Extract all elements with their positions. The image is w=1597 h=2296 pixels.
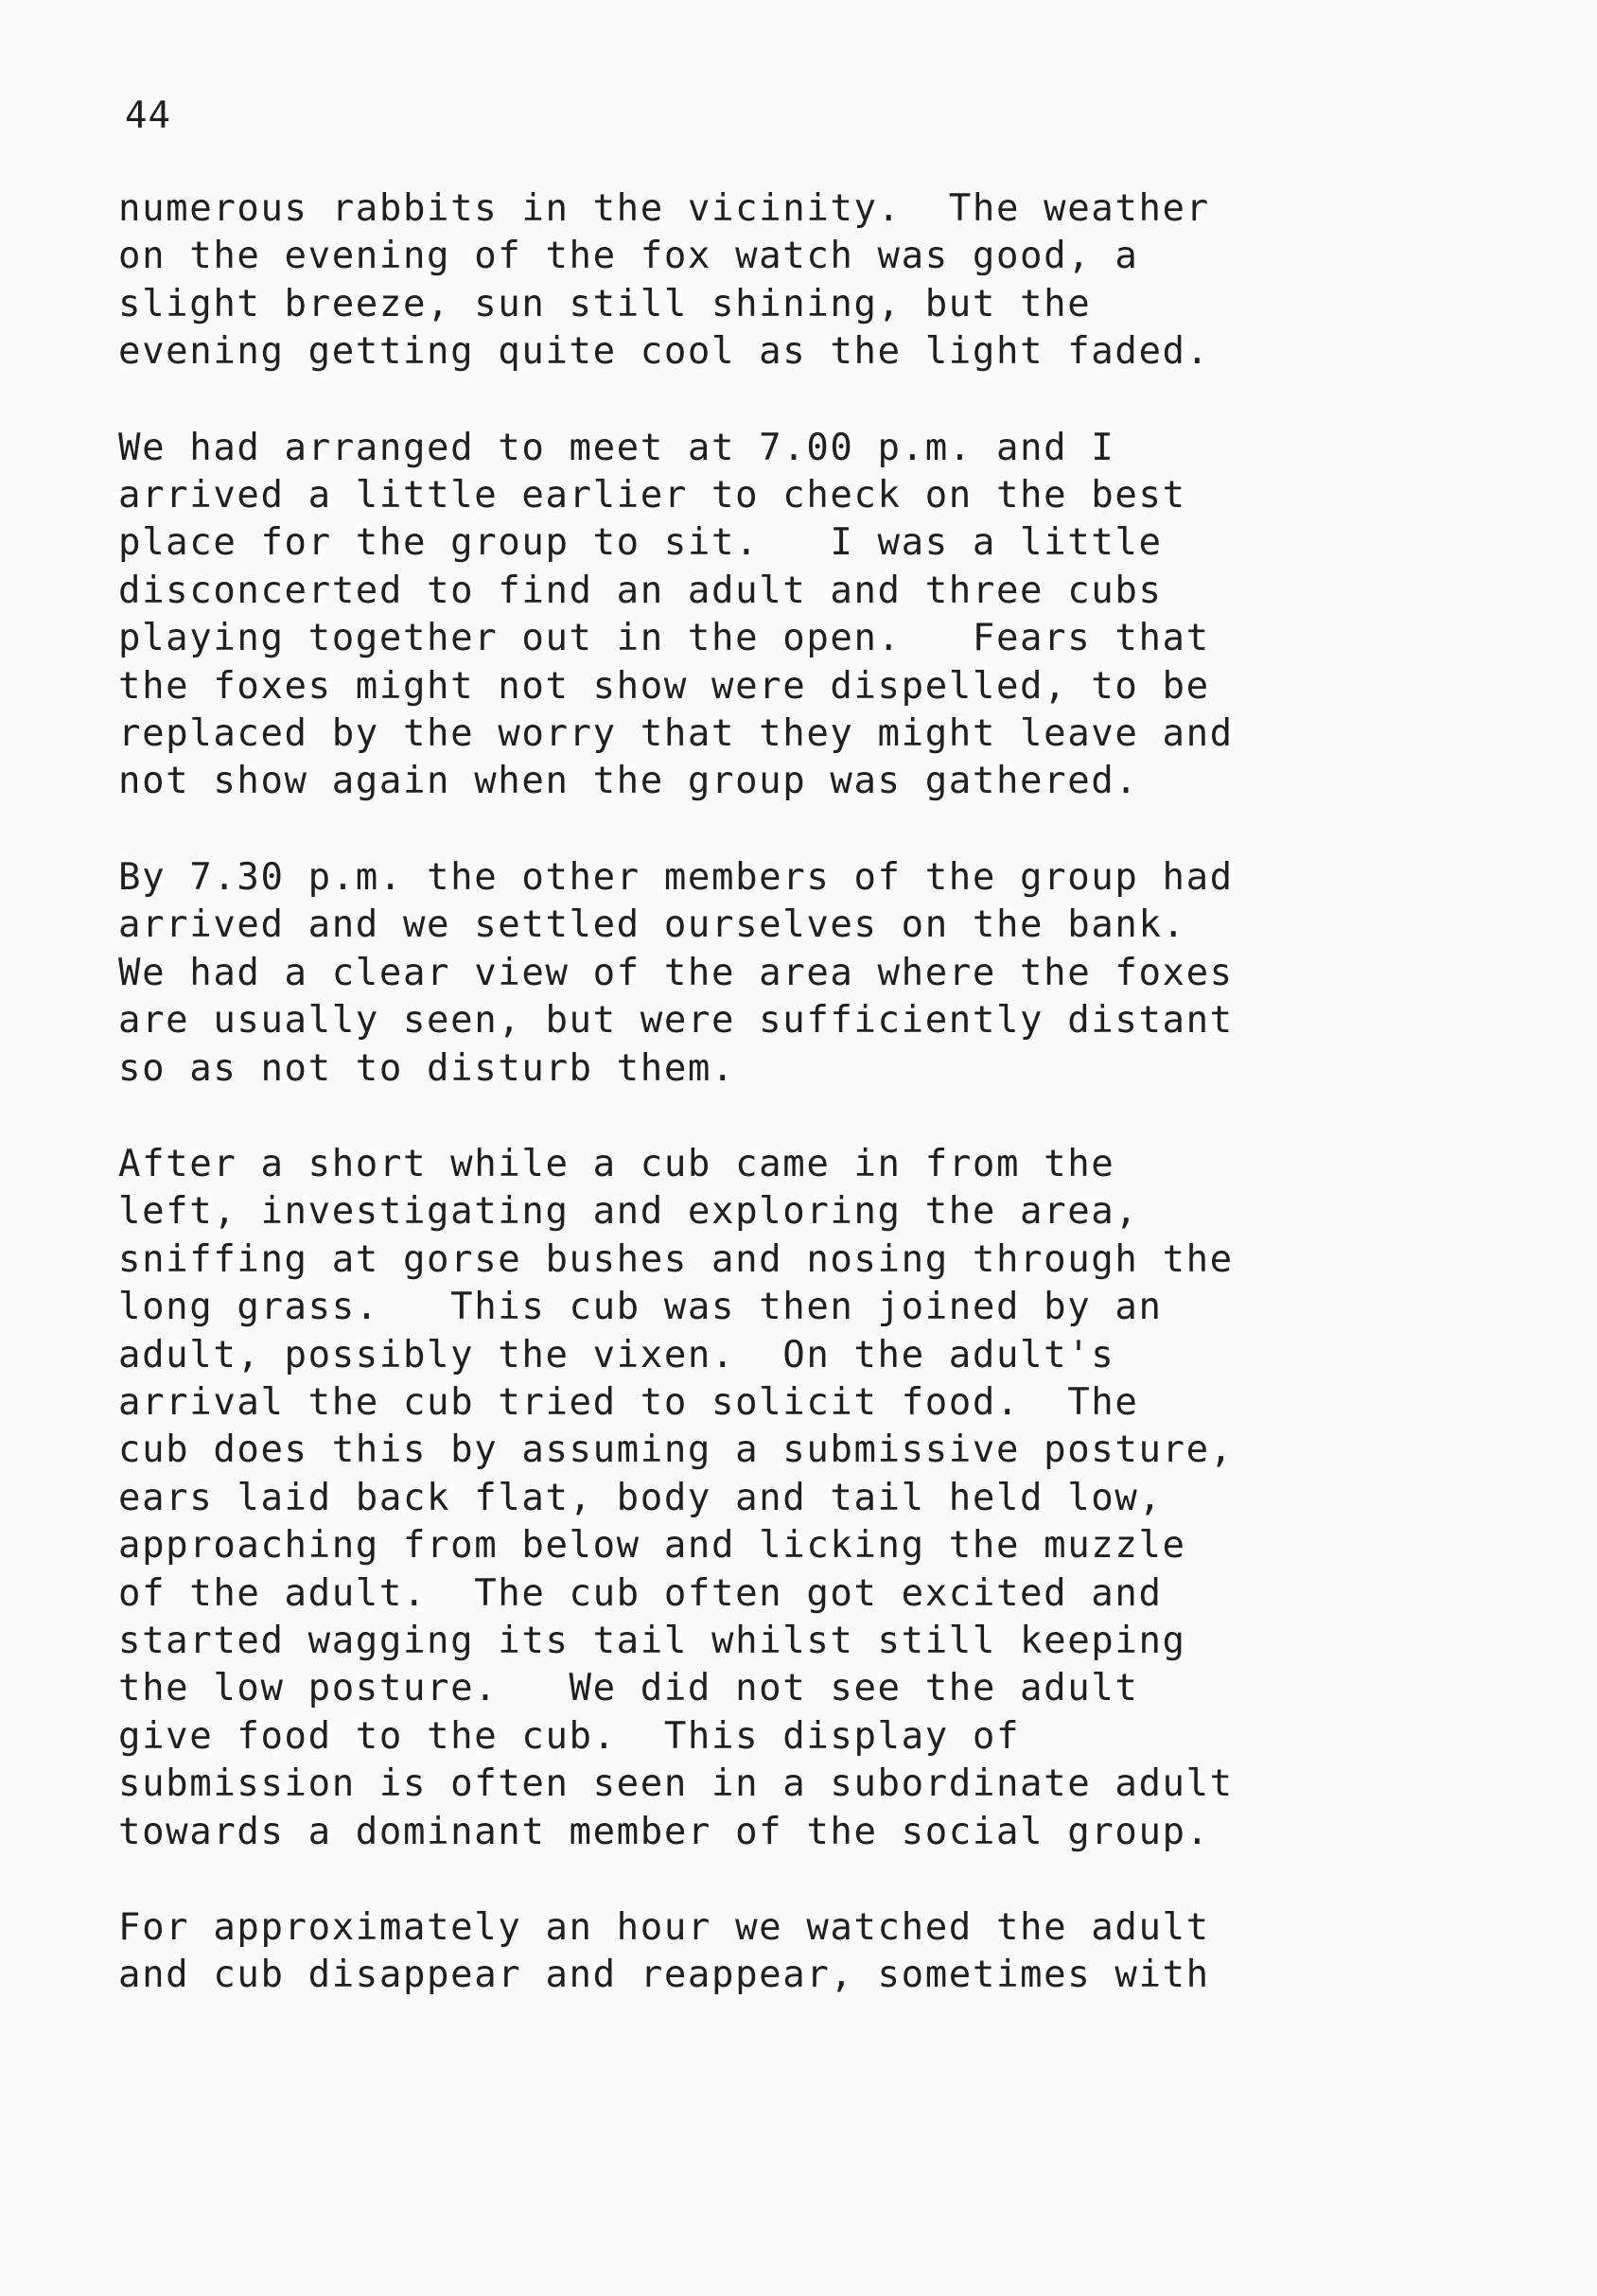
text-line: towards a dominant member of the social group. xyxy=(118,1810,1210,1853)
text-line: cub does this by assuming a submissive posture, xyxy=(118,1428,1234,1472)
text-line: so as not to disturb them. xyxy=(118,1046,736,1090)
text-line: evening getting quite cool as the light faded. xyxy=(118,330,1210,374)
text-line: started wagging its tail whilst still keeping xyxy=(118,1619,1186,1662)
text-line: We had a clear view of the area where the foxes xyxy=(118,951,1234,994)
page-number: 44 xyxy=(125,95,171,137)
paragraph-4 xyxy=(118,1141,1509,1856)
paragraph-1 xyxy=(118,185,1509,377)
text-line: For approximately an hour we watched the adult xyxy=(118,1906,1210,1949)
text-line: By 7.30 p.m. the other members of the group had xyxy=(118,855,1234,899)
text-line: on the evening of the fox watch was good, a xyxy=(118,235,1139,278)
text-line: submission is often seen in a subordinate adult xyxy=(118,1762,1234,1806)
text-line: playing together out in the open. Fears that xyxy=(118,617,1210,660)
paragraph-2 xyxy=(118,425,1509,806)
text-line: the foxes might not show were dispelled, to be xyxy=(118,664,1210,708)
text-line: disconcerted to find an adult and three cubs xyxy=(118,569,1163,612)
paragraph-3 xyxy=(118,854,1509,1093)
text-line: give food to the cub. This display of xyxy=(118,1714,1021,1758)
text-line: ears laid back flat, body and tail held low, xyxy=(118,1476,1163,1519)
text-line: left, investigating and exploring the area, xyxy=(118,1190,1139,1234)
text-line: of the adult. The cub often got excited and xyxy=(118,1571,1163,1615)
text-line: approaching from below and licking the muzzle xyxy=(118,1524,1186,1568)
text-line: are usually seen, but were sufficiently distant xyxy=(118,999,1234,1043)
text-line: numerous rabbits in the vicinity. The weather xyxy=(118,187,1210,230)
text-line: arrived a little earlier to check on the best xyxy=(118,474,1186,517)
text-line: and cub disappear and reappear, sometimes with xyxy=(118,1954,1210,1997)
text-line: replaced by the worry that they might leave and xyxy=(118,712,1234,756)
text-line: adult, possibly the vixen. On the adult's xyxy=(118,1333,1115,1376)
paragraph-5 xyxy=(118,1904,1509,2000)
text-line: sniffing at gorse bushes and nosing through the xyxy=(118,1237,1234,1281)
text-line: the low posture. We did not see the adult xyxy=(118,1667,1139,1710)
text-line: not show again when the group was gathered. xyxy=(118,760,1139,803)
text-line: long grass. This cub was then joined by an xyxy=(118,1286,1163,1329)
text-line: After a short while a cub came in from the xyxy=(118,1142,1115,1185)
text-line: arrival the cub tried to solicit food. The xyxy=(118,1380,1139,1424)
text-line: We had arranged to meet at 7.00 p.m. and I xyxy=(118,426,1115,469)
body-text xyxy=(118,185,1509,2048)
text-line: place for the group to sit. I was a little xyxy=(118,521,1163,565)
text-line: arrived and we settled ourselves on the bank. xyxy=(118,903,1186,947)
text-line: slight breeze, sun still shining, but the xyxy=(118,282,1092,325)
